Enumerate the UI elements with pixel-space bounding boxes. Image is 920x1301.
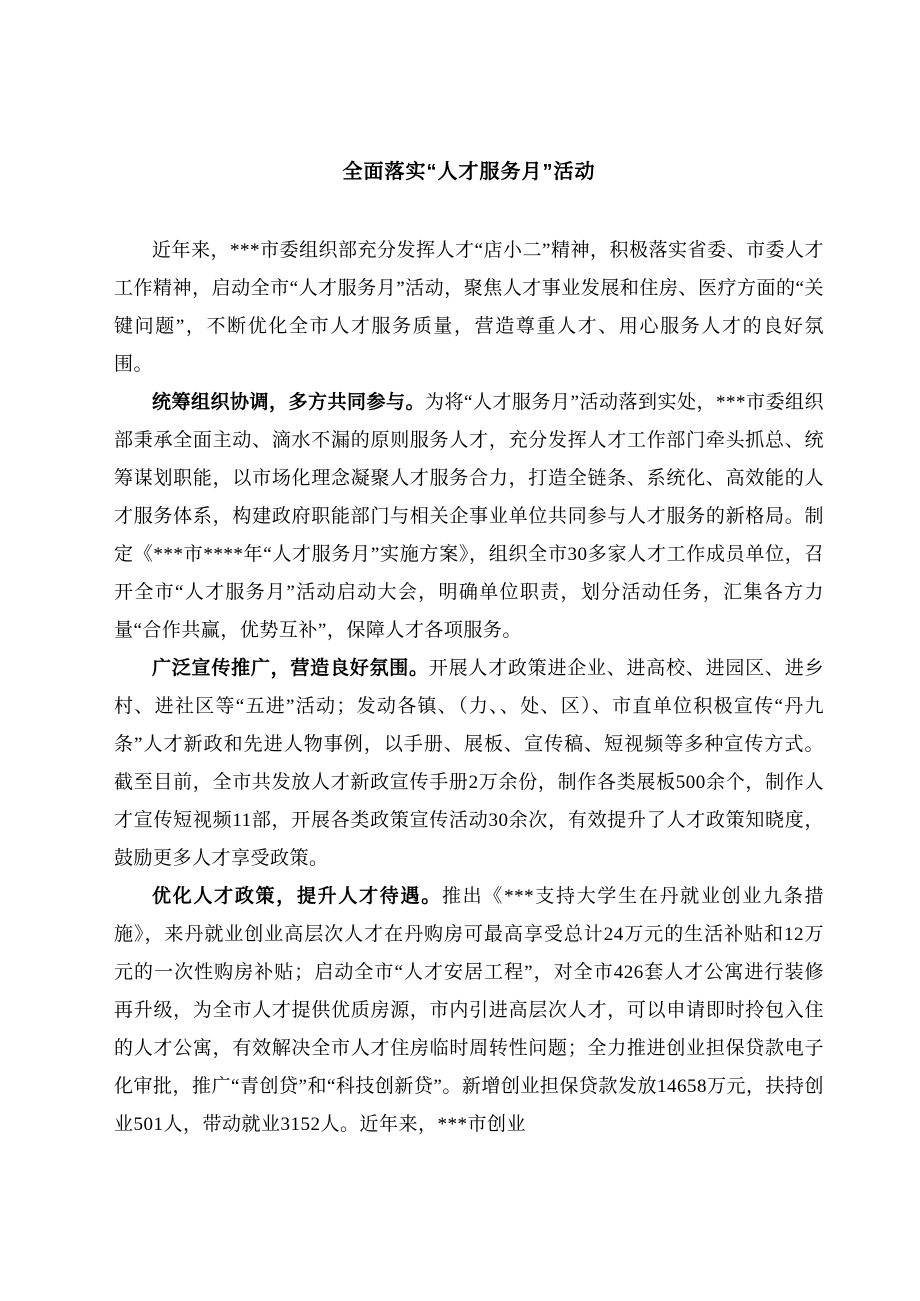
paragraph-text: 近年来，***市委组织部充分发挥人才“店小二”精神，积极落实省委、市委人才工作精神，启动全市“人才服务月”活动，聚焦人才事业发展和住房、医疗方面的“关键问题”，不断优化全市人才服务质量，营造尊重人才、用心服务人才的良好氛围。 <box>114 240 824 375</box>
paragraph-text: 开展人才政策进企业、进高校、进园区、进乡村、进社区等“五进”活动；发动各镇、（力、、处、区）、市直单位积极宣传“丹九条”人才新政和先进人物事例，以手册、展板、宣传稿、短视频等多种宣传方式。截至目前，全市共发放人才新政宣传手册2万余份，制作各类展板500余个，制作人才宣传短视频11部，开展各类政策宣传活动30余次，有效提升了人才政策知晓度，鼓励更多人才享受政策。 <box>114 658 824 869</box>
paragraph <box>114 878 824 1144</box>
paragraph-lead: 优化人才政策，提升人才待遇。 <box>152 886 442 907</box>
paragraph-lead: 统筹组织协调，多方共同参与。 <box>152 392 426 413</box>
paragraph <box>114 232 824 384</box>
document-title: 全面落实“人才服务月”活动 <box>342 161 596 183</box>
paragraph-text: 为将“人才服务月”活动落到实处，***市委组织部秉承全面主动、滴水不漏的原则服务人才，充分发挥人才工作部门牵头抓总、统筹谋划职能，以市场化理念凝聚人才服务合力，打造全链条、系统化、高效能的人才服务体系，构建政府职能部门与相关企事业单位共同参与人才服务的新格局。制定《***市****年“人才服务月”实施方案》，组织全市30多家人才工作成员单位，召开全市“人才服务月”活动启动大会，明确单位职责，划分活动任务，汇集各方力量“合作共赢，优势互补”，保障人才各项服务。 <box>114 392 824 641</box>
paragraph-lead: 广泛宣传推广，营造良好氛围。 <box>152 658 429 679</box>
paragraph-text: 推出《***支持大学生在丹就业创业九条措施》，来丹就业创业高层次人才在丹购房可最高享受总计24万元的生活补贴和12万元的一次性购房补贴；启动全市“人才安居工程”，对全市426套人才公寓进行装修再升级，为全市人才提供优质房源，市内引进高层次人才，可以申请即时拎包入住的人才公寓，有效解决全市人才住房临时周转性问题；全力推进创业担保贷款电子化审批，推广“青创贷”和“科技创新贷”。新增创业担保贷款发放14658万元，扶持创业501人，带动就业3152人。近年来，***市创业 <box>114 886 824 1135</box>
paragraph <box>114 650 824 878</box>
paragraph <box>114 384 824 650</box>
